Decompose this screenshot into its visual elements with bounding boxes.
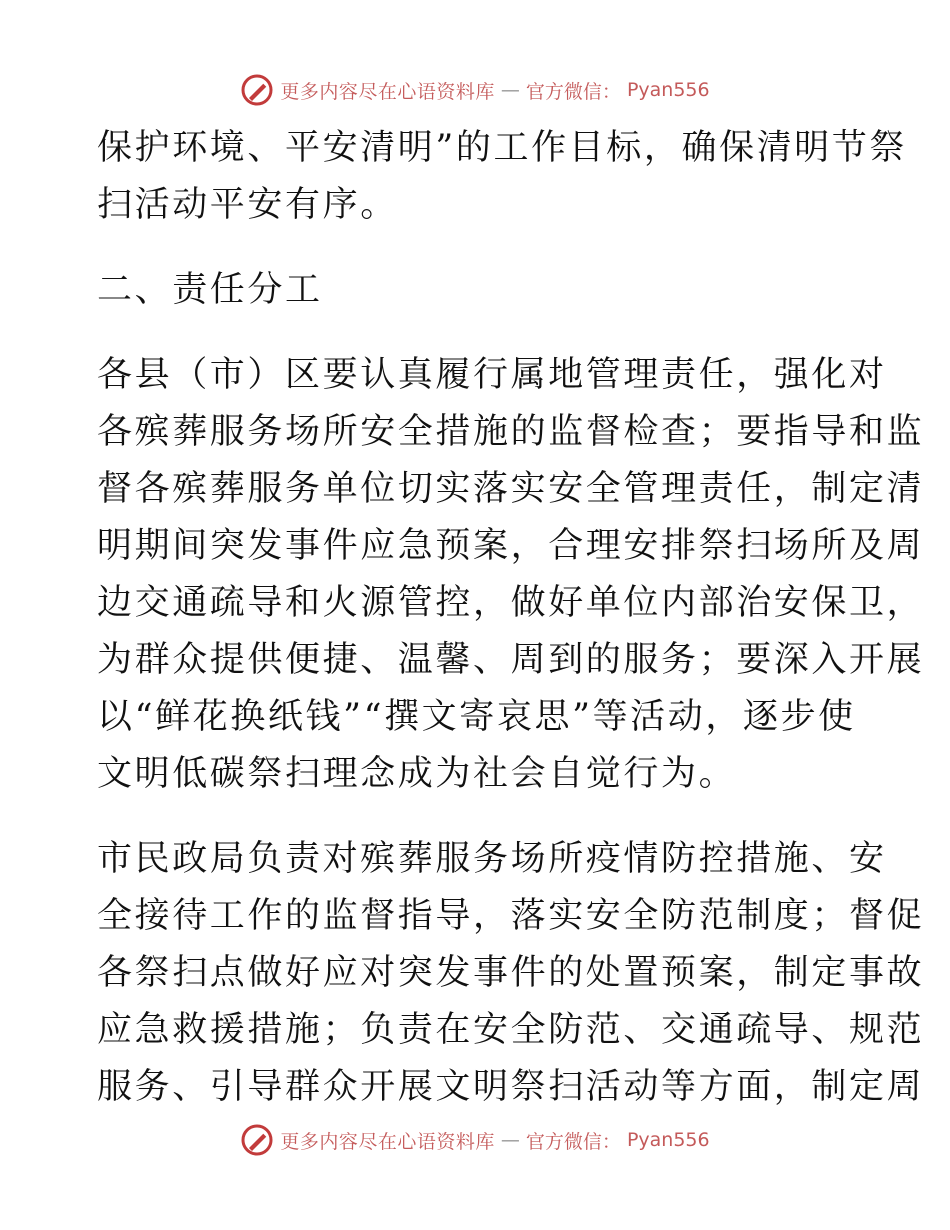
text-line: 全接待工作的监督指导，落实安全防范制度；督促 <box>97 896 925 936</box>
watermark-contact-label: 官方微信： <box>525 80 621 103</box>
watermark-contact-id: Pyan556 <box>626 1129 710 1151</box>
watermark-contact-label: 官方微信： <box>525 1130 621 1153</box>
text-line: 为群众提供便捷、温馨、周到的服务；要深入开展 <box>97 640 925 680</box>
watermark-contact-id: Pyan556 <box>626 79 710 101</box>
watermark-text: 更多内容尽在心语资料库 <box>280 1130 495 1153</box>
watermark-separator: — <box>500 1129 520 1151</box>
text-line: 各殡葬服务场所安全措施的监督检查；要指导和监 <box>97 412 925 452</box>
text-line: 应急救援措施；负责在安全防范、交通疏导、规范 <box>97 1010 925 1050</box>
document-body <box>97 120 925 1116</box>
section-heading <box>97 262 857 319</box>
text-line: 市民政局负责对殡葬服务场所疫情防控措施、安 <box>97 839 887 879</box>
feather-logo-icon <box>240 73 274 107</box>
text-line: 服务、引导群众开展文明祭扫活动等方面，制定周 <box>97 1067 925 1107</box>
paragraph <box>97 831 925 1116</box>
text-line: 督各殡葬服务单位切实落实安全管理责任，制定清 <box>97 469 925 509</box>
text-line: 以“鲜花换纸钱”“撰文寄哀思”等活动，逐步使 <box>97 697 856 737</box>
paragraph <box>97 120 908 234</box>
text-line: 文明低碳祭扫理念成为社会自觉行为。 <box>97 754 737 794</box>
text-line: 各县（市）区要认真履行属地管理责任，强化对 <box>97 355 887 395</box>
watermark-separator: — <box>500 79 520 101</box>
feather-logo-icon <box>240 1123 274 1157</box>
header-watermark <box>0 70 950 110</box>
paragraph <box>97 347 925 803</box>
footer-watermark <box>0 1120 950 1160</box>
text-line: 边交通疏导和火源管控，做好单位内部治安保卫， <box>97 583 925 623</box>
section-heading-text: 二、责任分工 <box>97 270 323 310</box>
text-line: 明期间突发事件应急预案，合理安排祭扫场所及周 <box>97 526 925 566</box>
text-line: 各祭扫点做好应对突发事件的处置预案，制定事故 <box>97 953 925 993</box>
watermark-text: 更多内容尽在心语资料库 <box>280 80 495 103</box>
text-line: 保护环境、平安清明”的工作目标，确保清明节祭 <box>97 128 908 168</box>
text-line: 扫活动平安有序。 <box>97 185 398 225</box>
